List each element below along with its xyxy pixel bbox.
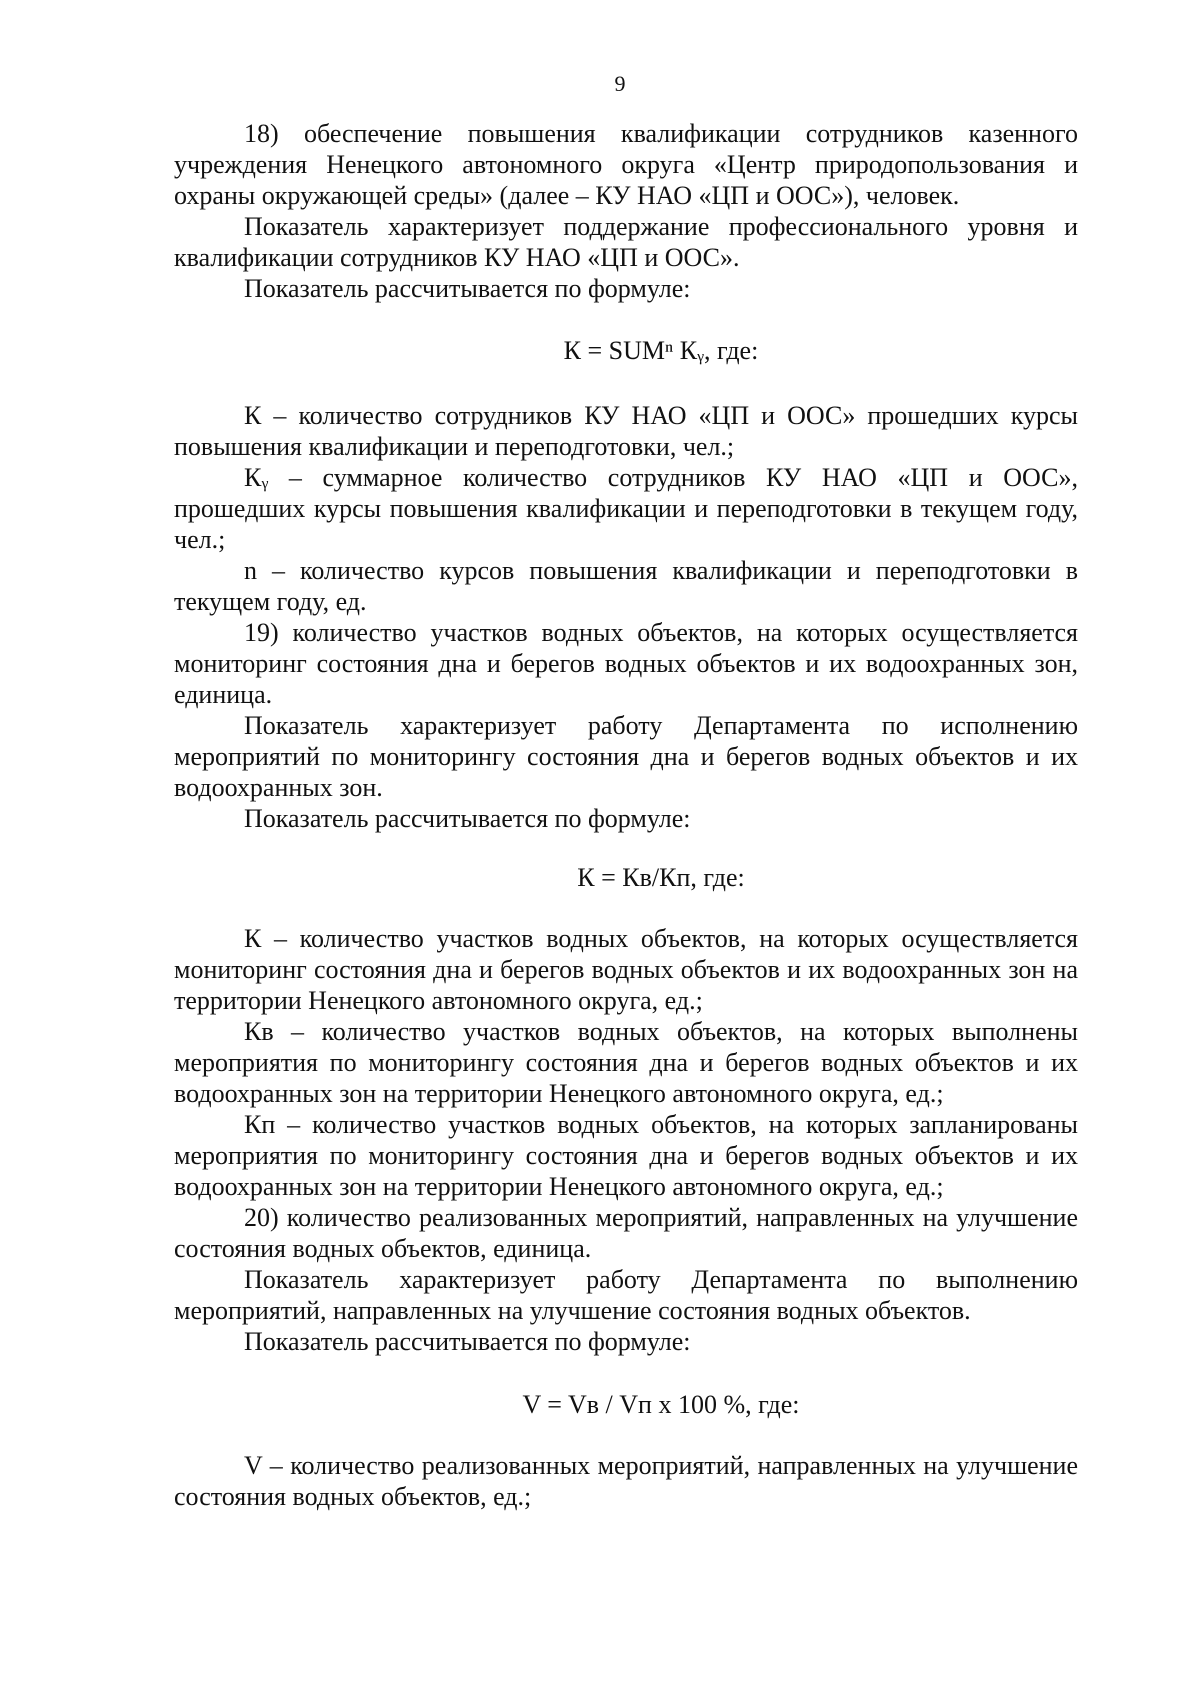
indicator-description: Показатель характеризует поддержание профессионального уровня и квалификации сотрудников КУ НАО «ЦП и ООС». <box>174 212 1078 272</box>
indicator-description: Показатель характеризует работу Департамента по выполнению мероприятий, направленных на улучшение состояния водных объектов. <box>174 1265 1078 1325</box>
formula-2: К = Кв/Кп, где: <box>577 863 745 892</box>
variable-definition: К – количество сотрудников КУ НАО «ЦП и ООС» прошедших курсы повышения квалификации и переподготовки, чел.; <box>174 401 1078 461</box>
variable-definition: К – количество участков водных объектов, на которых осуществляется мониторинг состояния дна и берегов водных объектов и их водоохранных зон на территории Ненецкого автономного округа, ед.; <box>174 924 1078 1015</box>
formula-1: К = SUMⁿ Кᵧ, где: <box>563 336 759 365</box>
variable-definition: Кв – количество участков водных объектов, на которых выполнены мероприятия по мониторингу состояния дна и берегов водных объектов и их водоохранных зон на территории Ненецкого автономного округа, ед.; <box>174 1017 1078 1108</box>
item-19-paragraph: 19) количество участков водных объектов, на которых осуществляется мониторинг состояния дна и берегов водных объектов и их водоохранных зон, единица. <box>174 618 1078 709</box>
document-body <box>174 118 1078 1512</box>
formula-intro: Показатель рассчитывается по формуле: <box>244 274 691 303</box>
item-20-paragraph: 20) количество реализованных мероприятий, направленных на улучшение состояния водных объектов, единица. <box>174 1203 1078 1263</box>
variable-definition: Кᵧ – суммарное количество сотрудников КУ НАО «ЦП и ООС», прошедших курсы повышения квалификации и переподготовки в текущем году, чел.; <box>174 463 1078 554</box>
variable-definition: n – количество курсов повышения квалификации и переподготовки в текущем году, ед. <box>174 556 1078 616</box>
page-number: 9 <box>614 71 626 96</box>
variable-definition: V – количество реализованных мероприятий, направленных на улучшение состояния водных объектов, ед.; <box>174 1451 1078 1511</box>
indicator-description: Показатель характеризует работу Департамента по исполнению мероприятий по мониторингу состояния дна и берегов водных объектов и их водоохранных зон. <box>174 711 1078 802</box>
variable-definition: Кп – количество участков водных объектов, на которых запланированы мероприятия по мониторингу состояния дна и берегов водных объектов и их водоохранных зон на территории Ненецкого автономного округа, ед.; <box>174 1110 1078 1201</box>
formula-intro: Показатель рассчитывается по формуле: <box>244 804 691 833</box>
formula-intro: Показатель рассчитывается по формуле: <box>244 1327 691 1356</box>
formula-3: V = Vв / Vп x 100 %, где: <box>522 1390 800 1419</box>
item-18-paragraph: 18) обеспечение повышения квалификации сотрудников казенного учреждения Ненецкого автономного округа «Центр природопользования и охраны окружающей среды» (далее – КУ НАО «ЦП и ООС»), человек. <box>174 119 1078 210</box>
